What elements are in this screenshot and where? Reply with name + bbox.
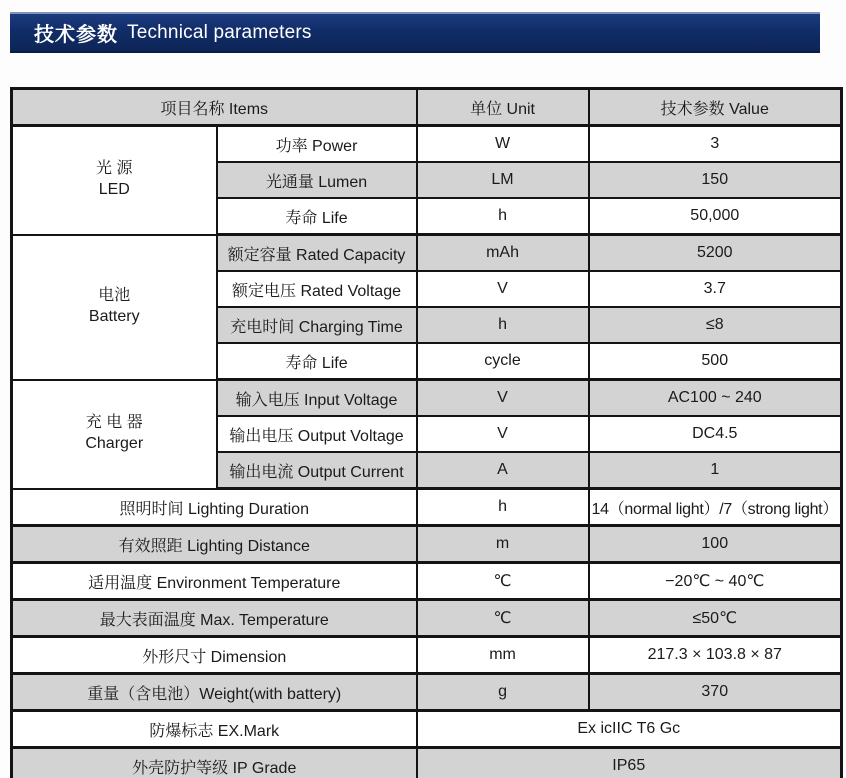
item-cell: 适用温度 Environment Temperature — [12, 563, 417, 600]
item-cell: 输入电压 Input Voltage — [217, 380, 417, 417]
value-cell: −20℃ ~ 40℃ — [589, 563, 842, 600]
value-cell: 100 — [589, 526, 842, 563]
value-cell: IP65 — [417, 748, 842, 778]
value-cell: DC4.5 — [589, 416, 842, 452]
value-cell: 3 — [589, 126, 842, 163]
value-cell: 150 — [589, 162, 842, 198]
table-row — [12, 526, 842, 563]
table-header-row — [12, 89, 842, 126]
unit-cell: h — [417, 307, 589, 343]
item-cell: 寿命 Life — [217, 343, 417, 380]
unit-cell: ℃ — [417, 600, 589, 637]
unit-cell: LM — [417, 162, 589, 198]
unit-cell: h — [417, 489, 589, 526]
header-value: 技术参数 Value — [589, 89, 842, 126]
unit-cell: V — [417, 380, 589, 417]
group-label-en: Charger — [85, 435, 144, 452]
table-row — [12, 380, 842, 417]
item-cell: 有效照距 Lighting Distance — [12, 526, 417, 563]
group-cell-battery — [12, 235, 217, 380]
item-cell: 功率 Power — [217, 126, 417, 163]
value-cell: 1 — [589, 452, 842, 489]
unit-cell: mAh — [417, 235, 589, 272]
table-row — [12, 600, 842, 637]
group-label-zh: 充 电 器 — [85, 414, 143, 432]
table-row — [12, 489, 842, 526]
value-cell: 3.7 — [589, 271, 842, 307]
header-unit: 单位 Unit — [417, 89, 589, 126]
value-cell: 217.3 × 103.8 × 87 — [589, 637, 842, 674]
value-cell: ≤50℃ — [589, 600, 842, 637]
group-label-zh: 光 源 — [96, 160, 133, 178]
unit-cell: V — [417, 416, 589, 452]
unit-cell: V — [417, 271, 589, 307]
item-cell: 防爆标志 EX.Mark — [12, 711, 417, 748]
item-cell: 光通量 Lumen — [217, 162, 417, 198]
value-cell: 5200 — [589, 235, 842, 272]
group-cell-charger — [12, 380, 217, 489]
unit-cell: cycle — [417, 343, 589, 380]
group-label-en: Battery — [88, 308, 140, 325]
item-cell: 输出电压 Output Voltage — [217, 416, 417, 452]
item-cell: 输出电流 Output Current — [217, 452, 417, 489]
item-cell: 最大表面温度 Max. Temperature — [12, 600, 417, 637]
section-title-en: Technical parameters — [127, 21, 312, 43]
item-cell: 额定容量 Rated Capacity — [217, 235, 417, 272]
item-cell: 照明时间 Lighting Duration — [12, 489, 417, 526]
unit-cell: g — [417, 674, 589, 711]
unit-cell: mm — [417, 637, 589, 674]
value-cell: 14（normal light）/7（strong light） — [589, 489, 842, 526]
value-cell: 370 — [589, 674, 842, 711]
value-cell: Ex icIIC T6 Gc — [417, 711, 842, 748]
item-cell: 寿命 Life — [217, 198, 417, 235]
table-row — [12, 563, 842, 600]
value-cell: 500 — [589, 343, 842, 380]
item-cell: 重量（含电池）Weight(with battery) — [12, 674, 417, 711]
value-cell: 50,000 — [589, 198, 842, 235]
table-row — [12, 711, 842, 748]
unit-cell: A — [417, 452, 589, 489]
unit-cell: h — [417, 198, 589, 235]
item-cell: 外形尺寸 Dimension — [12, 637, 417, 674]
item-cell: 额定电压 Rated Voltage — [217, 271, 417, 307]
table-row — [12, 235, 842, 272]
table-row — [12, 637, 842, 674]
group-label-en: LED — [98, 181, 130, 199]
item-cell: 充电时间 Charging Time — [217, 307, 417, 343]
header-items: 项目名称 Items — [12, 89, 417, 126]
table-row — [12, 674, 842, 711]
table-row — [12, 126, 842, 163]
group-cell-led — [12, 126, 217, 235]
technical-parameters-table — [10, 87, 843, 778]
section-title-zh: 技术参数 — [34, 24, 118, 46]
value-cell: ≤8 — [589, 307, 842, 343]
section-title-bar — [10, 12, 820, 53]
unit-cell: W — [417, 126, 589, 163]
value-cell: AC100 ~ 240 — [589, 380, 842, 417]
unit-cell: ℃ — [417, 563, 589, 600]
item-cell: 外壳防护等级 IP Grade — [12, 748, 417, 778]
unit-cell: m — [417, 526, 589, 563]
table-row — [12, 748, 842, 778]
group-label-zh: 电池 — [98, 287, 131, 305]
